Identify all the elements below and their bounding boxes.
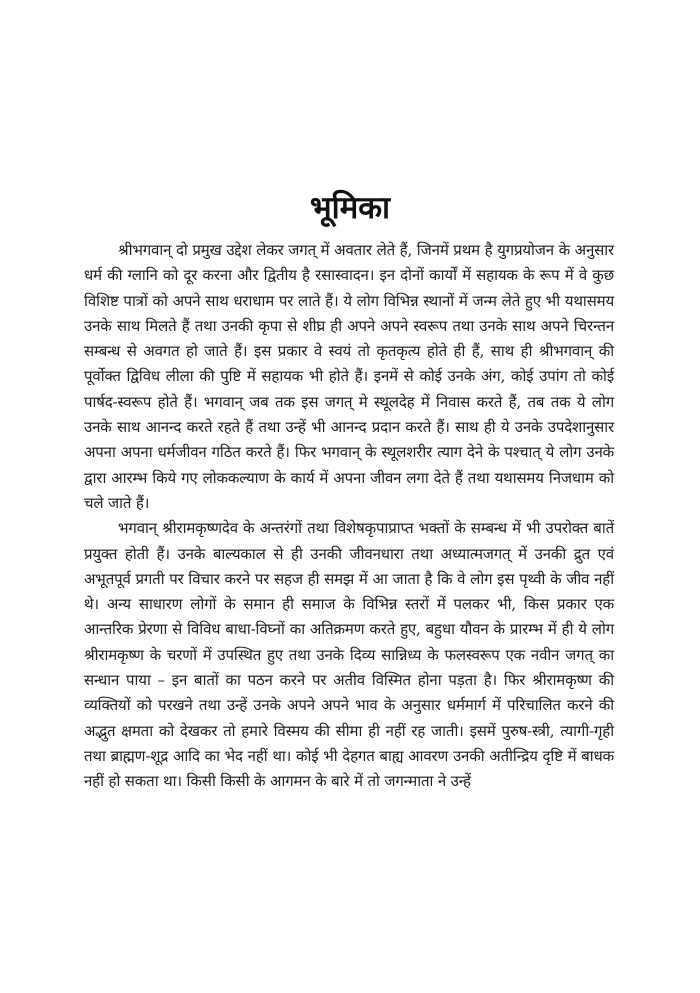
page-title: भूमिका — [309, 190, 391, 226]
body-text — [84, 238, 614, 795]
paragraph-1: श्रीभगवान् दो प्रमुख उद्देश लेकर जगत् में अवतार लेते हैं, जिनमें प्रथम है युगप्रयोजन के अनुसार धर्म की ग्लानि को दूर करना और द्वितीय है रसास्वादन। इन दोनों कार्यों में सहायक के रूप में वे कुछ विशिष्ट पात्रों को अपने साथ धराधाम पर लाते हैं। ये लोग विभिन्न स्थानों में जन्म लेते हुए भी यथासमय उनके साथ मिलते हैं तथा उनकी कृपा से शीघ्र ही अपने अपने स्वरूप तथा उनके साथ अपने चिरन्तन सम्बन्ध से अवगत हो जाते हैं। इस प्रकार वे स्वयं तो कृतकृत्य होते ही हैं, साथ ही श्रीभगवान् की पूर्वोक्त द्विविध लीला की पुष्टि में सहायक भी होते हैं। इनमें से कोई उनके अंग, कोई उपांग तो कोई पार्षद-स्वरूप होते हैं। भगवान् जब तक इस जगत् मे स्थूलदेह में निवास करते हैं, तब तक ये लोग उनके साथ आनन्द करते रहते हैं तथा उन्हें भी आनन्द प्रदान करते हैं। साथ ही ये उनके उपदेशानुसार अपना अपना धर्मजीवन गठित करते हैं। फिर भगवान् के स्थूलशरीर त्याग देने के पश्चात् ये लोग उनके द्वारा आरम्भ किये गए लोककल्याण के कार्य में अपना जीवन लगा देते हैं तथा यथासमय निजधाम को चले जाते हैं। — [84, 241, 614, 512]
paragraph-2: भगवान् श्रीरामकृष्णदेव के अन्तरंगों तथा विशेषकृपाप्राप्त भक्तों के सम्बन्ध में भी उपरोक्त बातें प्रयुक्त होती हैं। उनके बाल्यकाल से ही उनकी जीवनधारा तथा अध्यात्मजगत् में उनकी द्रुत एवं अभूतपूर्व प्रगती पर विचार करने पर सहज ही समझ में आ जाता है कि वे लोग इस पृथ्वी के जीव नहीं थे। अन्य साधारण लोगों के समान ही समाज के विभिन्न स्तरों में पलकर भी, किस प्रकार एक आन्तरिक प्रेरणा से विविध बाधा-विघ्नों का अतिक्रमण करते हुए, बहुधा यौवन के प्रारम्भ में ही ये लोग श्रीरामकृष्ण के चरणों में उपस्थित हुए तथा उनके दिव्य सान्निध्य के फलस्वरूप एक नवीन जगत् का सन्धान पाया – इन बातों का पठन करने पर अतीव विस्मित होना पड़ता है। फिर श्रीरामकृष्ण की व्यक्तियों को परखने तथा उन्हें उनके अपने अपने भाव के अनुसार धर्ममार्ग में परिचालित करने की अद्भुत क्षमता को देखकर तो हमारे विस्मय की सीमा ही नहीं रह जाती। इसमें पुरुष-स्त्री, त्यागी-गृही तथा ब्राह्मण-शूद्र आदि का भेद नहीं था। कोई भी देहगत बाह्य आवरण उनकी अतीन्द्रिय दृष्टि में बाधक नहीं हो सकता था। किसी किसी के आगमन के बारे में तो जगन्माता ने उन्हें — [84, 519, 614, 791]
